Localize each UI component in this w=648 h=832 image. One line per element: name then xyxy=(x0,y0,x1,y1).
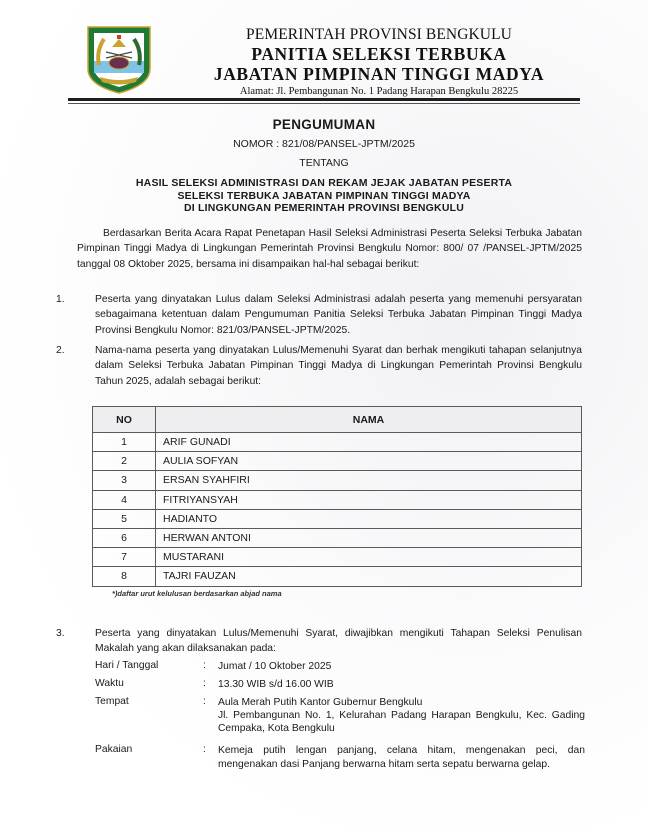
list-item-text: Nama-nama peserta yang dinyatakan Lulus/Memenuhi Syarat dan berhak mengikuti tahapan selanjutnya dalam Seleksi Terbuka Jabatan Pimpinan Tinggi Madya di Lingkungan Pemerintah Provinsi Bengkulu Tahun 2025, adalah sebagai berikut: xyxy=(95,345,582,387)
row-number: 5 xyxy=(93,509,156,528)
schedule-row-place xyxy=(95,696,585,736)
table-footnote: *)daftar urut kelulusan berdasarkan abjad nama xyxy=(112,589,282,598)
list-item xyxy=(56,343,582,389)
list-item-text: Peserta yang dinyatakan Lulus/Memenuhi Syarat, diwajibkan mengikuti Tahapan Seleksi Penulisan Makalah yang akan dilaksanakan pada: xyxy=(95,628,582,655)
schedule-value: Jumat / 10 Oktober 2025 xyxy=(218,661,332,672)
schedule-label: Waktu xyxy=(95,677,124,689)
venue-name: Aula Merah Putih Kantor Gubernur Bengkulu xyxy=(218,696,423,708)
schedule-details xyxy=(95,660,585,776)
schedule-label: Tempat xyxy=(95,695,129,707)
subject-line: HASIL SELEKSI ADMINISTRASI DAN REKAM JEJAK JABATAN PESERTA xyxy=(135,177,513,189)
venue-address: Jl. Pembangunan No. 1, Kelurahan Padang Harapan Bengkulu, Kec. Gading Cempaka, Kota Bengkulu xyxy=(218,709,585,735)
participant-name: ARIF GUNADI xyxy=(156,433,582,452)
row-number: 3 xyxy=(93,471,156,490)
table-row xyxy=(93,528,582,547)
schedule-colon: : xyxy=(203,660,206,671)
table-row xyxy=(93,509,582,528)
letterhead-divider-thick xyxy=(68,98,580,101)
schedule-row-attire xyxy=(95,744,585,771)
schedule-colon: : xyxy=(203,677,206,689)
schedule-value: 13.30 WIB s/d 16.00 WIB xyxy=(218,678,334,690)
schedule-label: Hari / Tanggal xyxy=(95,660,159,671)
letterhead-committee: PANITIA SELEKSI TERBUKA xyxy=(251,44,507,64)
table-row xyxy=(93,433,582,452)
document-subject xyxy=(0,177,648,215)
row-number: 8 xyxy=(93,567,156,586)
bengkulu-province-crest-icon xyxy=(86,25,152,95)
participant-name: FITRIYANSYAH xyxy=(156,490,582,509)
schedule-colon: : xyxy=(203,744,206,756)
row-number: 2 xyxy=(93,452,156,471)
participant-name: MUSTARANI xyxy=(156,548,582,567)
list-item-text: Peserta yang dinyatakan Lulus dalam Seleksi Administrasi adalah peserta yang memenuhi persyaratan sebagaimana ketentuan dalam Pengumuman Panitia Seleksi Terbuka Jabatan Pimpinan Tinggi Madya Provinsi Bengkulu Nomor: 821/03/PANSEL-JPTM/2025. xyxy=(95,294,582,336)
row-number: 7 xyxy=(93,548,156,567)
list-item xyxy=(56,292,582,338)
row-number: 4 xyxy=(93,490,156,509)
column-header-no: NO xyxy=(93,407,156,433)
table-row xyxy=(93,471,582,490)
list-item-number: 3. xyxy=(56,628,65,639)
schedule-row-time xyxy=(95,678,585,691)
intro-paragraph: Berdasarkan Berita Acara Rapat Penetapan Hasil Seleksi Administrasi Peserta Seleksi Terbuka Jabatan Pimpinan Tinggi Madya di Lingkungan Pemerintah Provinsi Bengkulu Nomor: 800/ 07 /PANSEL-JPTM/2025 tanggal 08 Oktober 2025, bersama ini disampaikan hal-hal sebagai berikut: xyxy=(77,228,582,270)
table-row xyxy=(93,490,582,509)
participant-name: ERSAN SYAHFIRI xyxy=(156,471,582,490)
page-title: PENGUMUMAN xyxy=(272,117,376,132)
schedule-value xyxy=(218,696,585,736)
row-number: 6 xyxy=(93,528,156,547)
row-number: 1 xyxy=(93,433,156,452)
table-row xyxy=(93,548,582,567)
list-item-number: 1. xyxy=(56,294,65,305)
subject-line: DI LINGKUNGAN PEMERINTAH PROVINSI BENGKULU xyxy=(183,202,465,214)
schedule-row-date xyxy=(95,660,585,673)
letterhead xyxy=(200,26,558,99)
participants-table xyxy=(92,406,582,587)
table-row xyxy=(93,452,582,471)
letterhead-government: PEMERINTAH PROVINSI BENGKULU xyxy=(246,26,512,43)
list-item xyxy=(56,626,582,657)
participant-name: AULIA SOFYAN xyxy=(156,452,582,471)
about-label: TENTANG xyxy=(299,157,349,169)
column-header-name: NAMA xyxy=(156,407,582,433)
subject-line: SELEKSI TERBUKA JABATAN PIMPINAN TINGGI MADYA xyxy=(177,189,471,202)
participant-name: TAJRI FAUZAN xyxy=(156,567,582,586)
schedule-label: Pakaian xyxy=(95,744,133,756)
participant-name: HADIANTO xyxy=(156,509,582,528)
table-row xyxy=(93,567,582,586)
letterhead-position: JABATAN PIMPINAN TINGGI MADYA xyxy=(213,64,545,84)
document-number: NOMOR : 821/08/PANSEL-JPTM/2025 xyxy=(233,138,415,150)
list-item-number: 2. xyxy=(56,345,65,356)
table-header-row xyxy=(93,407,582,433)
letterhead-address: Alamat: Jl. Pembangunan No. 1 Padang Harapan Bengkulu 28225 xyxy=(239,86,519,97)
participant-name: HERWAN ANTONI xyxy=(156,528,582,547)
schedule-value: Kemeja putih lengan panjang, celana hitam, mengenakan peci, dan mengenakan dasi Panjang berwarna hitam serta sepatu berwarna gelap. xyxy=(218,745,585,770)
letterhead-divider-thin xyxy=(68,103,580,104)
schedule-colon: : xyxy=(203,695,206,707)
